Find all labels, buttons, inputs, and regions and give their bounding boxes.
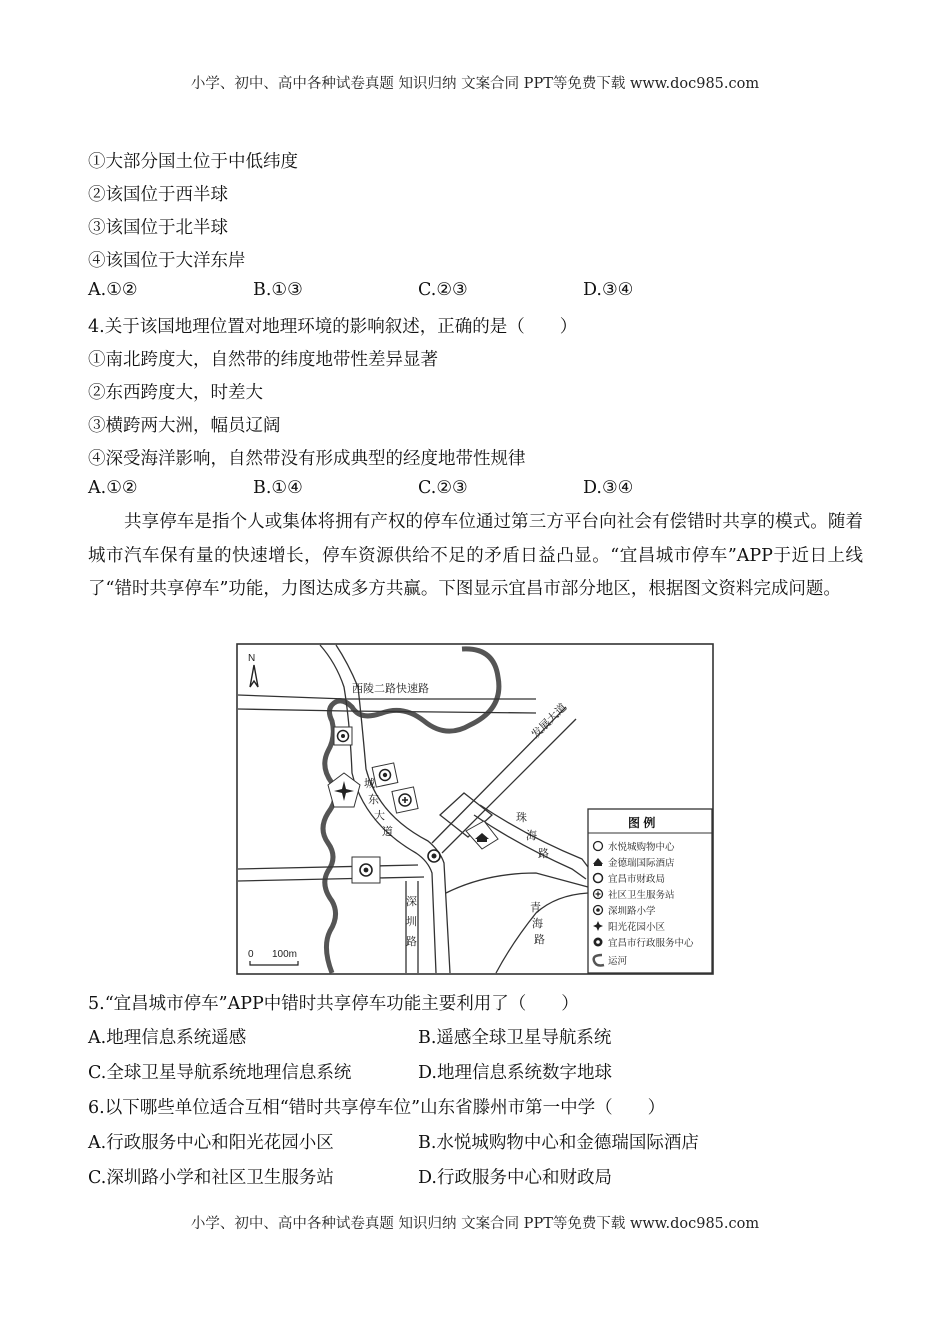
facility-admin-center-icon	[334, 727, 352, 745]
legend-item-8: 运河	[608, 956, 628, 967]
facility-shuiyue-mall-icon	[428, 850, 440, 862]
facility-health-station-icon	[392, 787, 418, 813]
q5-option-d: D.地理信息系统数字地球	[418, 1063, 612, 1083]
q3-option-c: C.②③	[418, 280, 468, 300]
passage: 共享停车是指个人或集体将拥有产权的停车位通过第三方平台向社会有偿错时共享的模式。随着城市汽车保有量的快速增长，停车资源供给不足的矛盾日益凸显。“宜昌城市停车”APP于近日上线了“错时共享停车”功能，力图达成多方共赢。下图显示宜昌市部分地区，根据图文资料完成问题。	[88, 512, 863, 599]
road-label-chengdong-2: 东	[368, 794, 379, 806]
q4-stem: 4.关于该国地理位置对地理环境的影响叙述，正确的是（ ）	[88, 317, 578, 337]
q6-option-d: D.行政服务中心和财政局	[418, 1168, 612, 1188]
q5-option-c: C.全球卫星导航系统地理信息系统	[88, 1063, 352, 1083]
road-label-fazhan: 发展大道	[529, 701, 570, 742]
road-label-qinghai-3: 路	[534, 934, 545, 946]
road-label-xiling: 西陵二路快速路	[352, 683, 429, 695]
q4-statement-3: ③横跨两大洲，幅员辽阔	[88, 416, 281, 436]
page-footer: 小学、初中、高中各种试卷真题 知识归纳 文案合同 PPT等免费下载 www.doc985.com	[190, 1216, 760, 1232]
q4-option-d: D.③④	[583, 478, 634, 498]
q6-option-a: A.行政服务中心和阳光花园小区	[88, 1133, 334, 1153]
legend	[588, 809, 712, 973]
q4-option-b: B.①④	[253, 478, 303, 498]
q5-option-b: B.遥感全球卫星导航系统	[418, 1028, 612, 1048]
q3-statement-1: ①大部分国土位于中低纬度	[88, 152, 298, 172]
north-label: N	[248, 653, 256, 664]
facility-shenzhen-school-icon	[352, 857, 380, 883]
legend-finance-icon	[594, 874, 603, 883]
road-label-zhuhai-3: 路	[538, 848, 549, 860]
q4-option-c: C.②③	[418, 478, 468, 498]
q4-statement-2: ②东西跨度大，时差大	[88, 383, 263, 403]
legend-item-7: 宜昌市行政服务中心	[608, 938, 694, 949]
q5-stem: 5.“宜昌城市停车”APP中错时共享停车功能主要利用了（ ）	[88, 994, 579, 1014]
scale-dist: 100m	[272, 949, 298, 960]
legend-item-2: 金德瑞国际酒店	[608, 858, 675, 869]
q6-option-c: C.深圳路小学和社区卫生服务站	[88, 1168, 334, 1188]
road-label-qinghai-2: 海	[532, 918, 543, 930]
road-label-chengdong-4: 道	[382, 826, 393, 838]
yichang-map	[236, 643, 714, 975]
legend-item-1: 水悦城购物中心	[608, 842, 675, 853]
q6-option-b: B.水悦城购物中心和金德瑞国际酒店	[418, 1133, 699, 1153]
facility-finance-bureau-icon	[372, 763, 398, 787]
road-label-shenzhen-3: 路	[406, 936, 417, 948]
road-label-chengdong-3: 大	[374, 810, 385, 822]
road-label-zhuhai-1: 珠	[516, 812, 527, 824]
q3-option-a: A.①②	[88, 280, 138, 300]
legend-item-5: 深圳路小学	[608, 906, 656, 917]
legend-mall-icon	[594, 842, 603, 851]
q3-option-d: D.③④	[583, 280, 634, 300]
road-label-chengdong-1: 城	[364, 778, 375, 790]
q4-statement-4: ④深受海洋影响，自然带没有形成典型的经度地带性规律	[88, 449, 526, 469]
q3-statement-3: ③该国位于北半球	[88, 218, 228, 238]
road-label-shenzhen-2: 圳	[406, 916, 417, 928]
legend-title: 图 例	[628, 816, 656, 830]
legend-item-4: 社区卫生服务站	[608, 890, 675, 901]
page-header: 小学、初中、高中各种试卷真题 知识归纳 文案合同 PPT等免费下载 www.doc985.com	[190, 76, 760, 92]
road-label-qinghai-1: 青	[530, 902, 541, 914]
q5-option-a: A.地理信息系统遥感	[88, 1028, 247, 1048]
q3-option-b: B.①③	[253, 280, 303, 300]
road-label-shenzhen-1: 深	[406, 896, 417, 908]
q3-statement-4: ④该国位于大洋东岸	[88, 251, 246, 271]
q4-statement-1: ①南北跨度大，自然带的纬度地带性差异显著	[88, 350, 438, 370]
q3-statement-2: ②该国位于西半球	[88, 185, 228, 205]
road-label-zhuhai-2: 海	[526, 830, 537, 842]
q6-stem: 6.以下哪些单位适合互相“错时共享停车位”山东省滕州市第一中学（ ）	[88, 1098, 666, 1118]
q4-option-a: A.①②	[88, 478, 138, 498]
legend-item-6: 阳光花园小区	[608, 922, 666, 933]
legend-item-3: 宜昌市财政局	[608, 874, 666, 885]
scale-zero: 0	[248, 949, 254, 960]
